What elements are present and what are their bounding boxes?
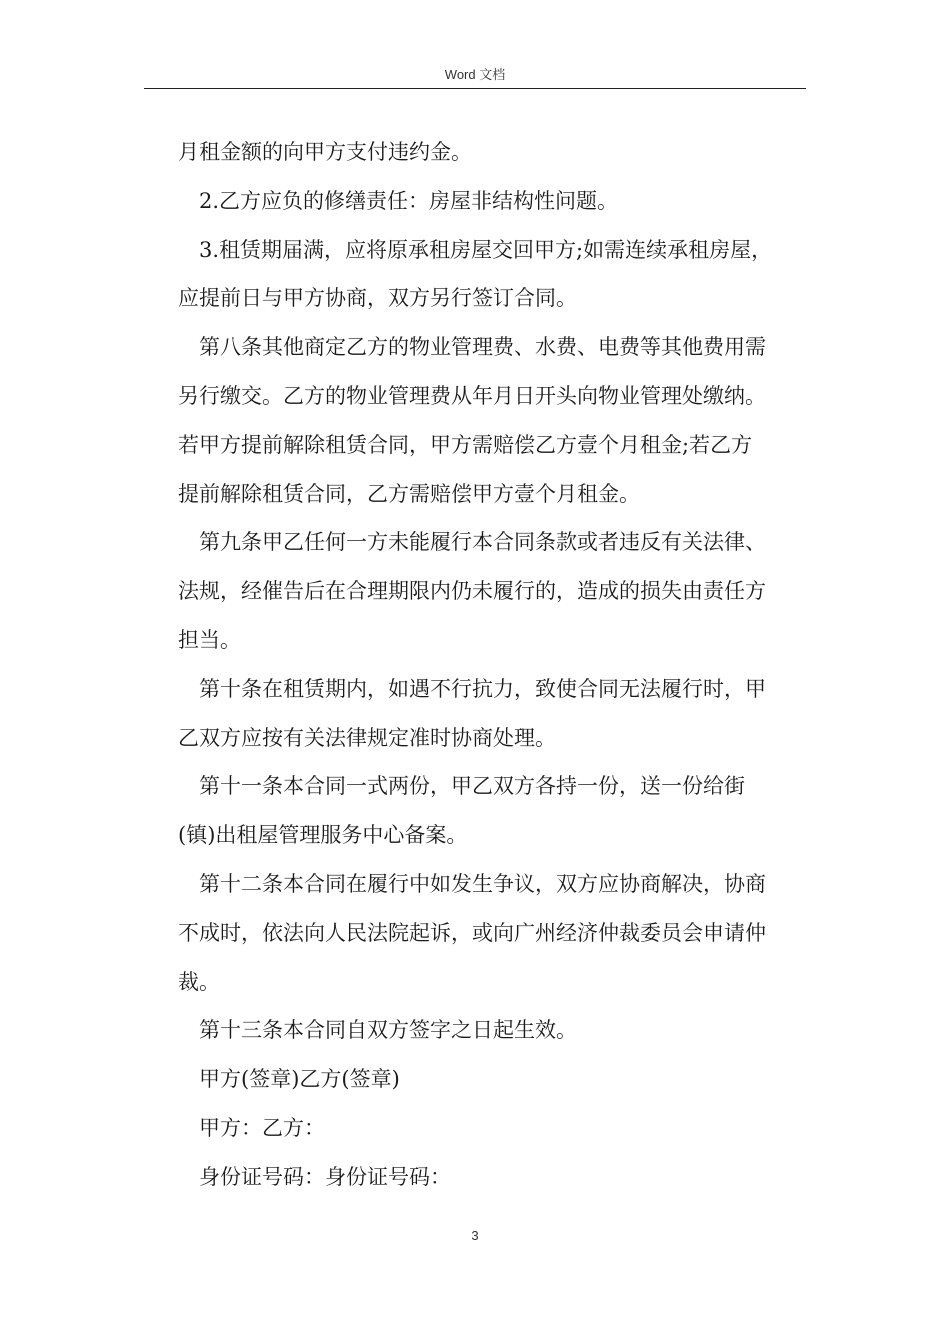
header-title: Word 文档 — [444, 67, 506, 82]
text-line: 应提前日与甲方协商，双方另行签订合同。 — [178, 286, 577, 311]
text-line: 第十三条本合同自双方签字之日起生效。 — [199, 1018, 577, 1043]
text-line: 第十条在租赁期内，如遇不行抗力，致使合同无法履行时，甲 — [199, 676, 766, 701]
text-line: 乙双方应按有关法律规定准时协商处理。 — [178, 725, 556, 750]
text-line: 提前解除租赁合同，乙方需赔偿甲方壹个月租金。 — [178, 481, 640, 506]
text-line: 法规，经催告后在合理期限内仍未履行的，造成的损失由责任方 — [178, 579, 766, 604]
text-line: 甲方(签章)乙方(签章) — [199, 1067, 400, 1092]
text-line: 2.乙方应负的修缮责任：房屋非结构性问题。 — [199, 188, 619, 213]
page-number: 3 — [471, 1228, 479, 1243]
text-line: 身份证号码：身份证号码： — [199, 1164, 451, 1189]
text-line: 另行缴交。乙方的物业管理费从年月日开头向物业管理处缴纳。 — [178, 383, 766, 408]
text-line: 第九条甲乙任何一方未能履行本合同条款或者违反有关法律、 — [199, 530, 766, 555]
text-line: 3.租赁期届满，应将原承租房屋交回甲方;如需连续承租房屋， — [199, 237, 773, 262]
text-line: 月租金额的向甲方支付违约金。 — [178, 140, 472, 164]
text-line: 第十二条本合同在履行中如发生争议，双方应协商解决，协商 — [199, 871, 766, 896]
text-line: 第八条其他商定乙方的物业管理费、水费、电费等其他费用需 — [199, 335, 766, 360]
text-line: 若甲方提前解除租赁合同，甲方需赔偿乙方壹个月租金;若乙方 — [178, 432, 753, 457]
text-line: 担当。 — [178, 627, 241, 652]
text-line: (镇)出租屋管理服务中心备案。 — [178, 823, 468, 848]
text-line: 裁。 — [178, 969, 220, 994]
text-line: 甲方：乙方： — [199, 1115, 325, 1140]
text-line: 第十一条本合同一式两份，甲乙双方各持一份，送一份给街 — [199, 774, 745, 799]
document-body — [178, 128, 804, 1202]
text-line: 不成时，依法向人民法院起诉，或向广州经济仲裁委员会申请仲 — [178, 920, 766, 945]
page-header — [144, 62, 806, 89]
